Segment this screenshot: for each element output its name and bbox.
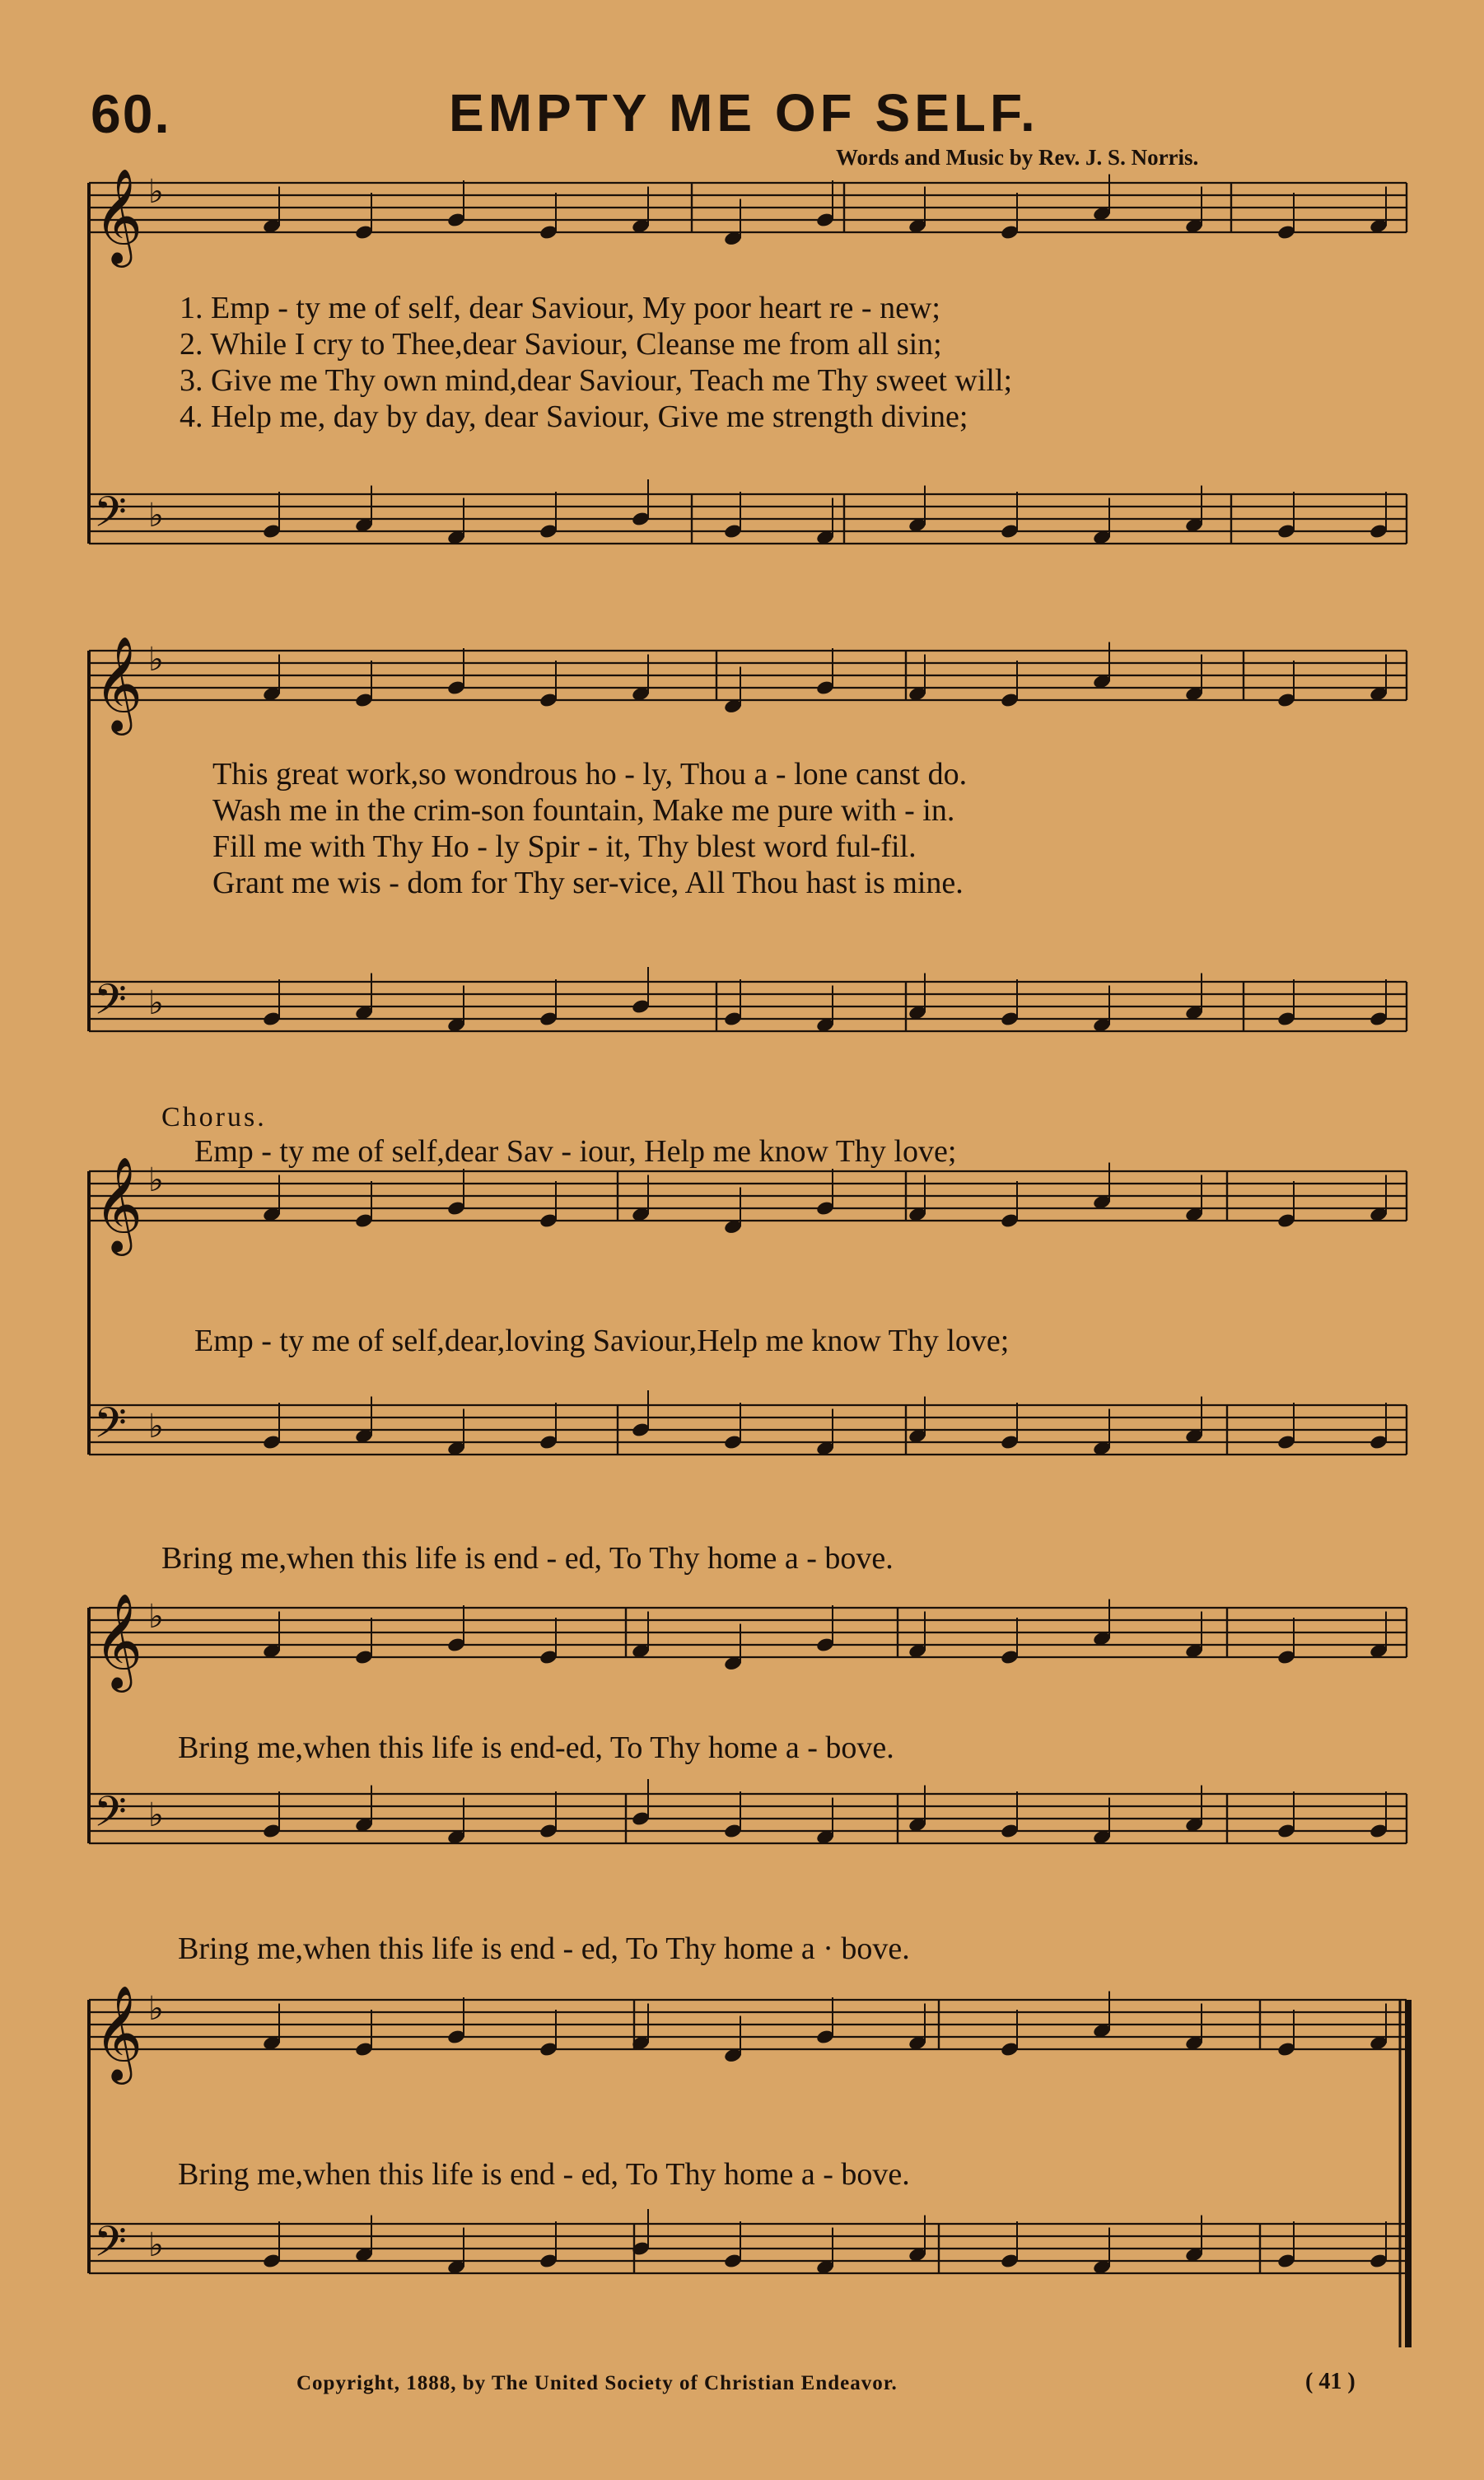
bass-staff-1 bbox=[89, 487, 1407, 547]
treble-clef-icon: 𝄞 bbox=[94, 1156, 143, 1252]
bass-clef-icon: 𝄢 bbox=[94, 974, 127, 1035]
verse-b-line-2: Wash me in the crim-son fountain, Make me pure with - in. bbox=[212, 793, 955, 828]
verse-b-line-4: Grant me wis - dom for Thy ser-vice, All Thou hast is mine. bbox=[212, 866, 964, 900]
bass-clef-icon: 𝄢 bbox=[94, 2216, 127, 2277]
treble-staff-5 bbox=[89, 1984, 1407, 2085]
treble-clef-icon: 𝄞 bbox=[94, 635, 143, 731]
treble-staff-4 bbox=[89, 1592, 1407, 1693]
flat-icon: ♭ bbox=[148, 984, 164, 1021]
flat-icon: ♭ bbox=[148, 1408, 164, 1445]
treble-clef-icon: 𝄞 bbox=[94, 1984, 143, 2081]
chorus-line-1-top: Emp - ty me of self,dear Sav - iour, Help me know Thy love; bbox=[194, 1134, 957, 1169]
hymn-title: EMPTY ME OF SELF. bbox=[449, 83, 1039, 142]
chorus-label: Chorus. bbox=[161, 1102, 267, 1133]
chorus-line-2-top: Bring me,when this life is end - ed, To Thy home a - bove. bbox=[161, 1541, 894, 1576]
chorus-line-2-bass: Bring me,when this life is end-ed, To Thy home a - bove. bbox=[178, 1730, 894, 1765]
treble-staff-2 bbox=[89, 635, 1407, 736]
chorus-line-3-bass: Bring me,when this life is end - ed, To Thy home a - bove. bbox=[178, 2157, 910, 2192]
hymn-number: 60. bbox=[91, 83, 171, 144]
flat-icon: ♭ bbox=[148, 1796, 164, 1833]
verse-b-line-1: This great work,so wondrous ho - ly, Thou a - lone canst do. bbox=[212, 757, 968, 792]
verse-b-line-3: Fill me with Thy Ho - ly Spir - it, Thy blest word ful-fil. bbox=[212, 829, 917, 864]
treble-staff-1 bbox=[89, 167, 1407, 268]
bass-clef-icon: 𝄢 bbox=[94, 1398, 127, 1458]
chorus-line-3-top: Bring me,when this life is end - ed, To Thy home a · bove. bbox=[178, 1931, 910, 1966]
treble-clef-icon: 𝄞 bbox=[94, 167, 143, 264]
bass-clef-icon: 𝄢 bbox=[94, 487, 127, 547]
copyright-notice: Copyright, 1888, by The United Society of Christian Endeavor. bbox=[296, 2372, 898, 2394]
verse-line-2: 2. While I cry to Thee,dear Saviour, Cleanse me from all sin; bbox=[180, 327, 942, 362]
flat-icon: ♭ bbox=[148, 2226, 164, 2263]
flat-icon: ♭ bbox=[148, 1598, 164, 1635]
bass-staff-3 bbox=[89, 1398, 1407, 1458]
flat-icon: ♭ bbox=[148, 1161, 164, 1198]
bass-staff-2 bbox=[89, 974, 1407, 1035]
verse-line-4: 4. Help me, day by day, dear Saviour, Give me strength divine; bbox=[180, 399, 968, 434]
bass-clef-icon: 𝄢 bbox=[94, 1786, 127, 1847]
bass-staff-4 bbox=[89, 1786, 1407, 1847]
treble-clef-icon: 𝄞 bbox=[94, 1592, 143, 1688]
flat-icon: ♭ bbox=[148, 497, 164, 534]
treble-staff-3 bbox=[89, 1156, 1407, 1256]
flat-icon: ♭ bbox=[148, 641, 164, 678]
chorus-line-1-bass: Emp - ty me of self,dear,loving Saviour,Help me know Thy love; bbox=[194, 1324, 1010, 1358]
page-number: ( 41 ) bbox=[1305, 2369, 1356, 2394]
flat-icon: ♭ bbox=[148, 1990, 164, 2027]
flat-icon: ♭ bbox=[148, 173, 164, 210]
credit-line: Words and Music by Rev. J. S. Norris. bbox=[836, 145, 1199, 170]
bass-staff-5 bbox=[89, 2216, 1407, 2277]
verse-line-1: 1. Emp - ty me of self, dear Saviour, My poor heart re - new; bbox=[180, 291, 940, 325]
verse-line-3: 3. Give me Thy own mind,dear Saviour, Teach me Thy sweet will; bbox=[180, 363, 1013, 398]
